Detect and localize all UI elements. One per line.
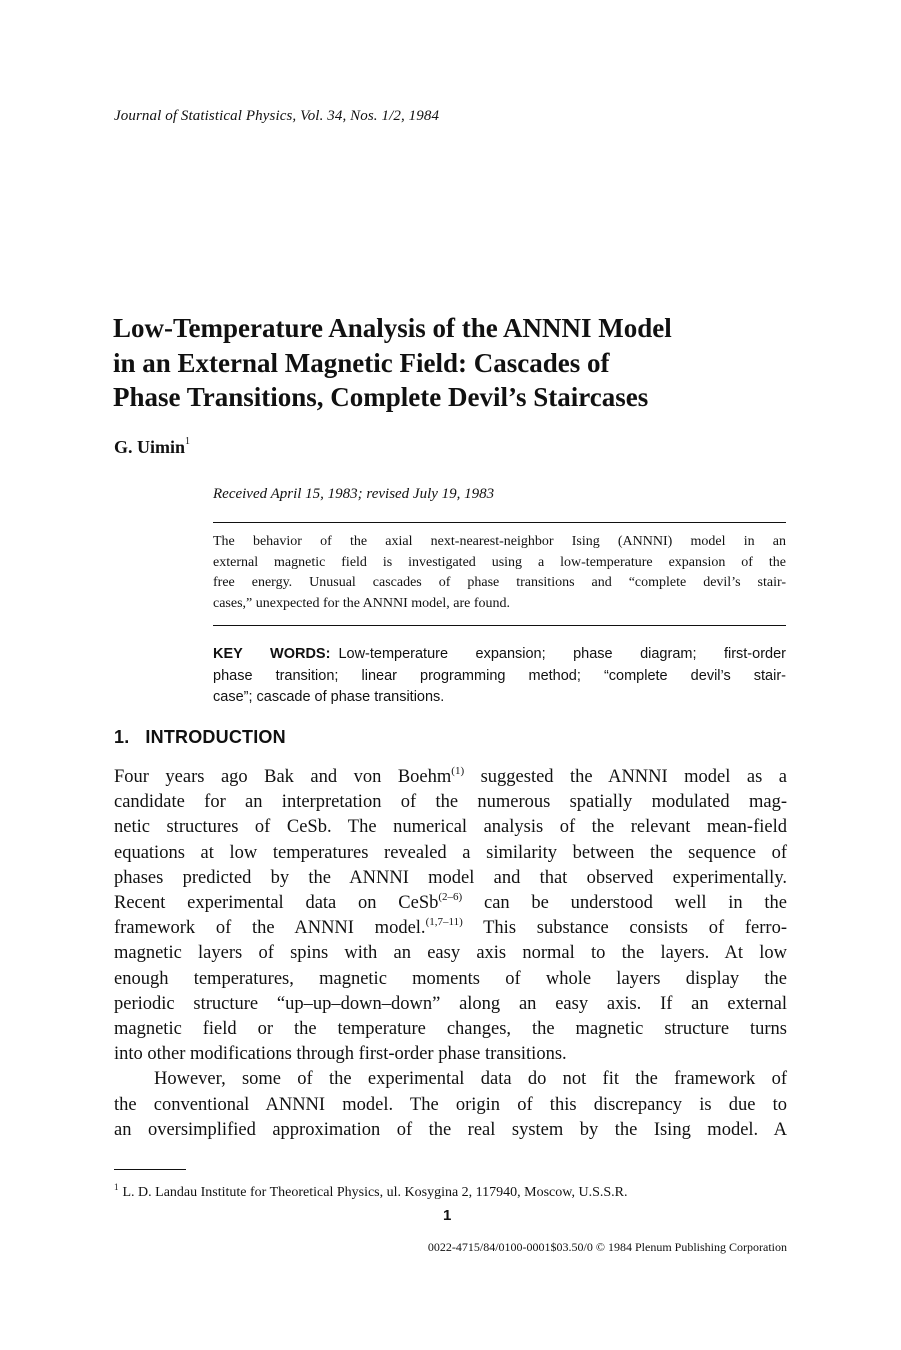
body-line: candidate for an interpretation of the numerous spatially modulated mag-: [114, 792, 787, 813]
body-text-span: suggested the ANNNI model as a: [464, 767, 787, 787]
title-line: in an External Magnetic Field: Cascades of: [113, 347, 610, 378]
journal-citation: Journal of Statistical Physics, Vol. 34, Nos. 1/2, 1984: [114, 108, 440, 124]
body-line: [114, 891, 787, 916]
abstract-line: cases,” unexpected for the ANNNI model, are found.: [213, 595, 511, 611]
body-text-span: Four years ago Bak and von Boehm: [114, 767, 452, 787]
body-line: periodic structure “up–up–down–down” along an easy axis. If an external: [114, 993, 787, 1014]
article-title: [113, 311, 813, 415]
body-line: equations at low temperatures revealed a similarity between the sequence of: [114, 842, 787, 863]
citation-ref: (1): [451, 765, 465, 777]
author: [114, 436, 190, 458]
citation-ref: (2–6): [438, 891, 463, 904]
abstract-top-rule: [213, 522, 786, 523]
affiliation-mark: 1: [185, 436, 191, 447]
section-title: INTRODUCTION: [145, 727, 286, 747]
body-line: an oversimplified approximation of the real system by the Ising model. A: [114, 1119, 787, 1140]
body-line: into other modifications through first-order phase transitions.: [114, 1044, 567, 1065]
body-line: magnetic layers of spins with an easy axis normal to the layers. At low: [114, 943, 787, 964]
abstract: [213, 532, 786, 614]
body-text-span: can be understood well in the: [462, 893, 787, 914]
received-dates: Received April 15, 1983; revised July 19, 1983: [213, 486, 495, 502]
body-line: enough temperatures, magnetic moments of whole layers display the: [114, 968, 787, 989]
body-text-span: Recent experimental data on CeSb: [114, 893, 439, 914]
body-line: the conventional ANNNI model. The origin of this discrepancy is due to: [114, 1094, 787, 1115]
abstract-bottom-rule: [213, 625, 786, 626]
abstract-line: external magnetic field is investigated using a low-temperature expansion of the: [213, 554, 786, 570]
keywords-line: case”; cascade of phase transitions.: [213, 689, 445, 705]
footnote: [114, 1182, 787, 1201]
body-line: magnetic field or the temperature changes, the magnetic structure turns: [114, 1019, 787, 1040]
keywords-line: phase transition; linear programming method; “complete devil’s stair-: [213, 667, 786, 684]
body-line: [114, 765, 787, 790]
footnote-mark: 1: [114, 1182, 119, 1192]
citation-ref: (1,7–11): [425, 916, 463, 929]
body-line: phases predicted by the ANNNI model and that observed experimentally.: [114, 867, 787, 888]
body-text: [114, 765, 787, 1143]
keywords: [213, 644, 786, 709]
title-line: Phase Transitions, Complete Devil’s Staircases: [113, 382, 649, 412]
body-line: [114, 916, 787, 941]
keywords-line: [213, 644, 786, 666]
author-name: G. Uimin: [114, 437, 186, 457]
body-line: netic structures of CeSb. The numerical analysis of the relevant mean-field: [114, 817, 787, 838]
footnote-text: L. D. Landau Institute for Theoretical Physics, ul. Kosygina 2, 117940, Moscow, U.S.S.R.: [122, 1185, 628, 1200]
section-heading: [114, 727, 286, 748]
abstract-line: free energy. Unusual cascades of phase transitions and “complete devil’s stair-: [213, 575, 786, 590]
footnote-rule: [114, 1169, 186, 1170]
keywords-label: KEY WORDS:: [213, 646, 331, 662]
keywords-text: Low-temperature expansion; phase diagram; first-order: [338, 646, 786, 662]
abstract-line: The behavior of the axial next-nearest-neighbor Ising (ANNNI) model in an: [213, 534, 786, 549]
page-number: 1: [443, 1207, 452, 1224]
body-line: However, some of the experimental data do not fit the framework of: [154, 1069, 787, 1090]
title-line: Low-Temperature Analysis of the ANNNI Model: [113, 313, 672, 343]
body-text-span: framework of the ANNNI model.: [114, 918, 426, 939]
copyright-line: 0022-4715/84/0100-0001$03.50/0 © 1984 Plenum Publishing Corporation: [427, 1240, 787, 1254]
body-text-span: This substance consists of ferro-: [462, 918, 787, 939]
section-number: 1.: [114, 727, 130, 747]
